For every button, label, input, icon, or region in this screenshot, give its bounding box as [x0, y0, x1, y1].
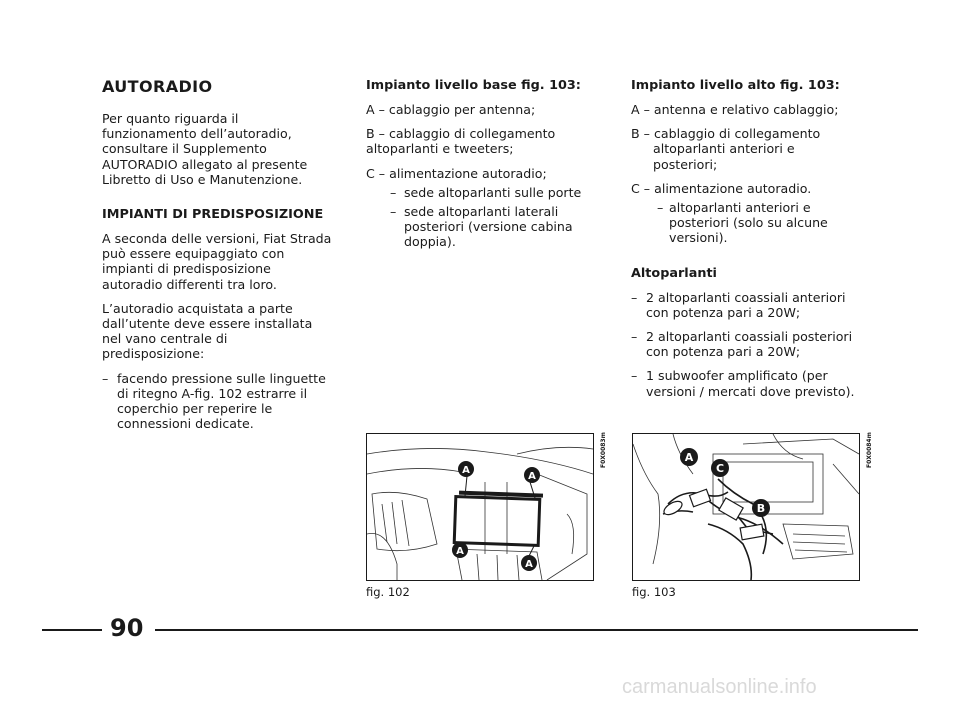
install-paragraph: L’autoradio acquistata a parte dall’utente deve essere installata nel vano centrale di predisposizione:	[102, 300, 313, 362]
page-number: 90	[110, 614, 144, 642]
dash: –	[102, 370, 109, 386]
item-b: B – cablaggio di collegamento altoparlanti e tweeters;	[366, 126, 556, 157]
item-c: C – alimentazione autoradio;	[366, 165, 547, 181]
label-a	[680, 448, 698, 466]
svg-text:A: A	[684, 451, 694, 464]
list-item	[631, 368, 861, 398]
dash: –	[390, 184, 397, 200]
dash: –	[631, 368, 638, 384]
item-c: C – alimentazione autoradio.	[631, 180, 812, 196]
label-a-3	[452, 542, 468, 558]
figure-caption: fig. 102	[366, 585, 410, 599]
item-a: A – cablaggio per antenna;	[366, 102, 536, 117]
list-item-text: 2 altoparlanti coassiali anteriori con potenza pari a 20W;	[646, 289, 846, 320]
dash: –	[631, 289, 638, 305]
list-item	[631, 290, 861, 320]
list-item-text: facendo pressione sulle linguette di ritegno A-fig. 102 estrarre il coperchio per reperire le connessioni dedicate.	[117, 370, 326, 432]
list-item	[631, 329, 861, 359]
svg-text:B: B	[756, 502, 766, 515]
figure-102	[366, 433, 594, 581]
item-a: A – antenna e relativo cablaggio;	[631, 102, 839, 117]
label-c	[711, 459, 729, 477]
autoradio-paragraph: Per quanto riguarda il funzionamento dell’autoradio, consultare il Supplemento AUTORADIO allegato al presente Libretto di Uso e Manutenzione.	[102, 111, 308, 187]
predisposizione-heading: IMPIANTI DI PREDISPOSIZIONE	[102, 207, 324, 223]
footer-rule-right	[155, 629, 918, 631]
sub-item	[366, 185, 594, 200]
item-b: B – cablaggio di collegamento altoparlanti anteriori e posteriori;	[631, 126, 821, 172]
speakers-heading: Altoparlanti	[631, 265, 717, 281]
sub-item	[631, 200, 861, 246]
dash: –	[631, 329, 638, 345]
column-right	[631, 78, 861, 408]
svg-text:A: A	[456, 546, 464, 557]
svg-text:A: A	[525, 559, 533, 570]
list-item-text: 2 altoparlanti coassiali posteriori con potenza pari a 20W;	[646, 329, 853, 360]
label-a-1	[458, 461, 474, 477]
svg-text:A: A	[528, 471, 536, 482]
column-left	[102, 78, 332, 440]
sub-item-text: sede altoparlanti laterali posteriori (versione cabina doppia).	[404, 204, 573, 250]
wiring-illustration	[633, 434, 859, 580]
high-level-heading: Impianto livello alto fig. 103:	[631, 78, 840, 93]
figure-103	[632, 433, 860, 581]
sub-item-text: altoparlanti anteriori e posteriori (solo su alcune versioni).	[669, 200, 828, 246]
dashboard-illustration	[367, 434, 593, 580]
column-middle	[366, 78, 594, 254]
figure-code: F0X0083m	[600, 432, 607, 468]
section-title: AUTORADIO	[102, 77, 213, 96]
label-b	[752, 499, 770, 517]
sub-item	[366, 204, 594, 250]
footer-rule-left	[42, 629, 102, 631]
versions-paragraph: A seconda delle versioni, Fiat Strada può essere equipaggiato con impianti di predisposizione autoradio differenti tra loro.	[102, 231, 332, 292]
sub-item-text: sede altoparlanti sulle porte	[404, 184, 582, 200]
base-level-heading: Impianto livello base fig. 103:	[366, 78, 581, 93]
label-a-2	[524, 467, 540, 483]
dash: –	[657, 200, 664, 216]
figure-code: F0X0084m	[866, 432, 873, 468]
svg-text:C: C	[715, 462, 725, 475]
dash: –	[390, 204, 397, 220]
list-item-text: 1 subwoofer amplificato (per versioni / mercati dove previsto).	[646, 368, 855, 399]
figure-caption: fig. 103	[632, 585, 676, 599]
list-item	[102, 371, 332, 432]
svg-text:A: A	[462, 465, 470, 476]
watermark: carmanualsonline.info	[622, 676, 817, 698]
label-a-4	[521, 555, 537, 571]
